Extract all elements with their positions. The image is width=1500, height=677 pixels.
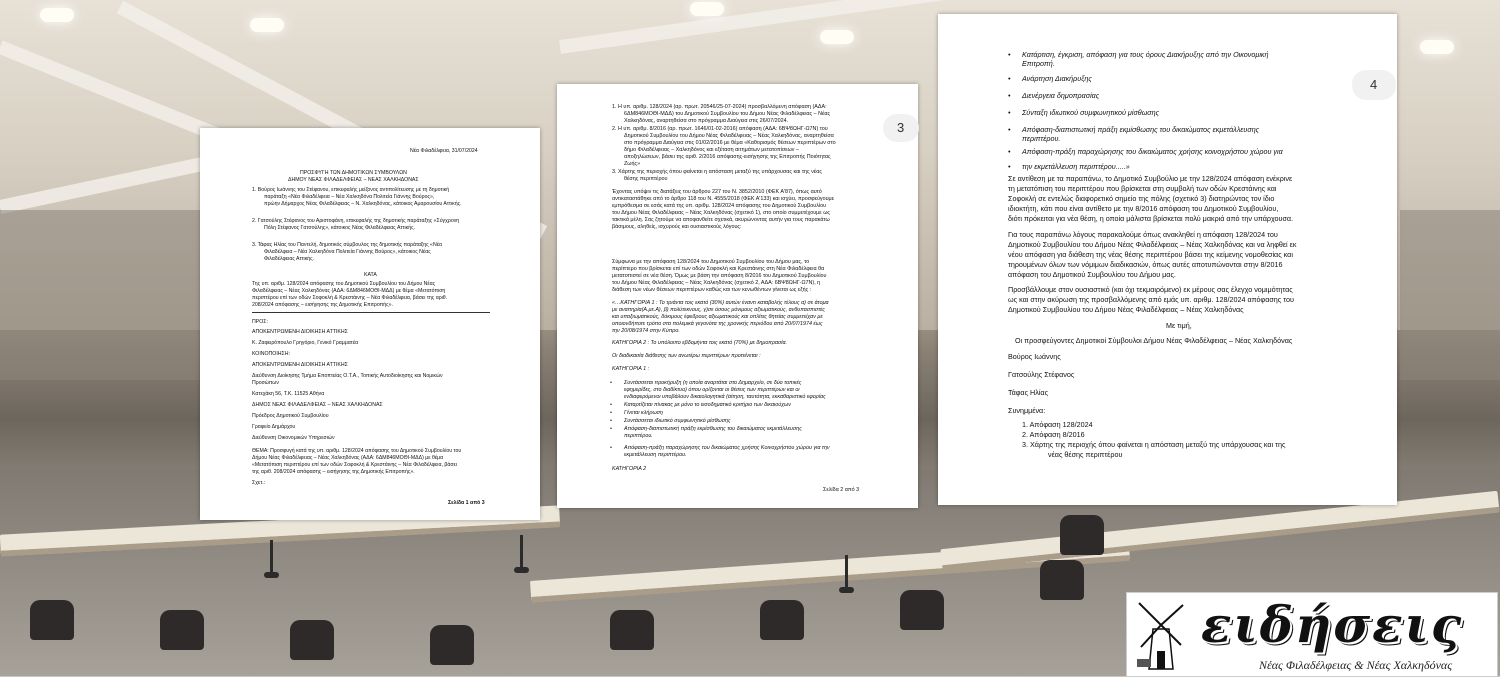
text-line: θέσης περιπτέρου <box>624 176 668 182</box>
ceiling-light <box>690 2 724 16</box>
text-line: αποξηλώσεων, βάσει της αριθ. 2/2016 απόφασης-εισήγησης της Επιτροπής Ποιότητας <box>624 154 831 160</box>
bullet-item: • Ανάρτηση Διακήρυξης <box>1022 74 1092 84</box>
text-line: περιπτέρου. <box>624 433 653 439</box>
text-line: στο πρόγραμμα Διαύγεια στις 01/02/2016 με θέμα «Καθορισμός θέσεων περιπτέρων στο <box>624 140 836 146</box>
windmill-icon <box>1135 599 1187 671</box>
text-line: 3. Χάρτης της περιοχής όπου φαίνεται η απόσταση μεταξύ της υπάρχουσας και της νέας <box>612 169 822 175</box>
signer-name: Γατσούλης Στέφανος <box>1008 370 1075 379</box>
ceiling-light <box>820 30 854 44</box>
wall-panel <box>0 210 200 380</box>
text-line: Διεύθυνση Οικονομικών Υπηρεσιών <box>252 435 335 441</box>
text-line: μετατοπιστεί σε νέα θέση. Όμως με βάση την απόφαση 8/2016 του Δημοτικού Συμβουλίου <box>612 273 827 279</box>
text-line: την 20/08/1974 στην Κύπρο. <box>612 328 680 334</box>
text-line: εκμετάλλευση περιπτέρου. <box>624 452 687 458</box>
attachment-item: 3. Χάρτης της περιοχής όπου φαίνεται η απόσταση μεταξύ της υπάρχουσας και της <box>1022 440 1286 449</box>
text-line: Προσβάλλουμε στον ουσιαστικό (και όχι τεκμαιρόμενο) εκ μέρους σας έλεγχο νομιμότητας <box>1008 285 1293 294</box>
signer-name: Βούρος Ιωάννης <box>1008 352 1061 361</box>
text-line: Δημοτικού Συμβουλίου του Δήμου Νέας Φιλαδέλφειας – Νέας Χαλκηδόνας, αναρτηθείσα <box>624 133 834 139</box>
appellant-3: 3. Τάφας Ηλίας του Παντελή, δημοτικός σύμβουλος της δημοτικής παράταξης «Νέα <box>252 242 443 248</box>
page-footer: Σελίδα 1 από 3 <box>448 500 485 506</box>
chair <box>290 620 334 660</box>
text-line: 1. Η υπ. αριθμ. 128/2024 (αρ. πρωτ. 20546/25-07-2024) προσβαλλόμενη απόφαση (ΑΔΑ: <box>612 104 827 110</box>
text-line: Προσώπων <box>252 380 279 386</box>
letter-date: Νέα Φιλαδέλφεια, 31/07/2024 <box>410 148 478 154</box>
text-line: βάσιμους, αληθείς, ισχυρούς και ουσιαστικούς λόγους: <box>612 224 742 230</box>
text-line: Επιτροπή. <box>1022 59 1055 68</box>
text-line: 6ΔΜ846ΜΟΘΙ-ΜΔΔ) του Δημοτικού Συμβουλίου του Δήμου Νέας Φιλαδέλφειας – Νέας <box>624 111 831 117</box>
text-line: της αριθ. 208/2024 απόφασης – εισήγησης της Δημοτικής Επιτροπής». <box>252 469 415 475</box>
text-line: Φιλαδέλφειας – Νέας Χαλκηδόνας (ΑΔΑ: 6ΔΜ846ΜΟΘΙ-ΜΔΔ) με θέμα «Μετατόπιση <box>252 288 446 294</box>
bullet-item: • Συντάσσεται προκήρυξη (η οποία αναρτάται στο Δημαρχείο, σε δύο τοπικές <box>624 380 801 387</box>
text-line: ΑΠΟΚΕΝΤΡΩΜΕΝΗ ΔΙΟΙΚΗΣΗ ΑΤΤΙΚΗΣ <box>252 329 348 335</box>
microphone <box>520 535 523 569</box>
signers-heading: Οι προσφεύγοντες Δημοτικοί Σύμβουλοι Δήμου Νέας Φιλαδέλφειας – Νέας Χαλκηδόνας <box>1015 336 1293 345</box>
text-line: διάθεση των νέων θέσεων περιπτέρων καθώς και των κενωθέντων γίνεται ως εξής : <box>612 287 812 293</box>
bullet-item: • Καταρτίζεται πίνακας με μόνο το εισοδηματικό κριτήριο των δικαιούχων <box>624 402 791 409</box>
text-line: πρώην Δήμαρχος Νέας Φιλαδέλφειας – Ν. Χαλκηδόνας, κάτοικος Αμαρουσίου Αττικής. <box>264 201 462 207</box>
bullet-item: • Συντάσσεται ιδιωτικό συμφωνητικό μίσθωσης <box>624 418 731 425</box>
appellant-2: 2. Γατσούλης Στέφανος του Αριστοφάνη, επικεφαλής της δημοτικής παράταξης «Σύγχρονη <box>252 218 460 224</box>
closing-regards: Με τιμή, <box>1166 321 1192 330</box>
chair <box>760 600 804 640</box>
page-number: 3 <box>897 120 905 135</box>
text-line: Φιλαδέλφεια – Νέα Χαλκηδόνα Πολιτεία Γιάννης Βούρος», κάτοικος Νέας <box>264 249 431 255</box>
bullet-item: • Απόφαση-πράξη παραχώρησης του δικαιώματος χρήσης Κοινοχρήστου χώρου για την <box>624 445 830 452</box>
chair <box>1040 560 1084 600</box>
text-line: Πρόεδρος Δημοτικού Συμβουλίου <box>252 413 329 419</box>
bullet-item: • την εκμετάλλευση περιπτέρου.....» <box>1022 162 1130 172</box>
divider <box>252 312 490 313</box>
text-line: Σοφοκλή σε εντελώς διαφορετικό σημείο της πόλης (σχετικό 3) διατηρώντας τον ίδιο <box>1008 194 1275 203</box>
text-line: εφημερίδες, στο διαδίκτυο) όπου ορίζονται οι θέσεις των περιπτέρων και οι <box>624 387 800 393</box>
text-line: διότι πρόκειται για νέα θέση, η οποία μάλιστα βρίσκεται πολύ μακριά από την υπάρχουσα. <box>1008 214 1294 223</box>
bullet-item: • Απόφαση-πράξη παραχώρησης του δικαιώματος χρήσης κοινοχρήστου χώρου για <box>1022 147 1283 157</box>
text-line: Φιλαδέλφειας Αττικής. <box>264 256 315 262</box>
text-line: Διεύθυνση Διοίκησης Τμήμα Εποπτείας Ο.Τ.Α., Τοπικής Αυτοδιοίκησης και Νομικών <box>252 373 443 379</box>
text-line: Κ. Ζαφειρόπουλο Γρηγόριο, Γενικό Γραμματέα <box>252 340 359 346</box>
subject-line: ΘΕΜΑ: Προσφυγή κατά της υπ. αριθμ. 128/2024 απόφασης του Δημοτικού Συμβουλίου του <box>252 448 462 454</box>
text-line: Σύμφωνα με την απόφαση 128/2024 του Δημοτικού Συμβουλίου του Δήμου μας, το <box>612 259 810 265</box>
signer-name: Τάφας Ηλίας <box>1008 388 1049 397</box>
chair <box>1060 515 1104 555</box>
text-line: ενδιαφερόμενοι υποβάλουν δικαιολογητικά (αίτηση, ταυτότητα, εκκαθαριστικό εφορίας <box>624 394 826 400</box>
text-line: περιπτέρου επί των οδών Σοφοκλή & Κρεστάινης – Νέα Φιλαδέλφεια, βάσει της αριθ. <box>252 295 448 301</box>
chair <box>30 600 74 640</box>
text-line: του Δήμου Νέας Φιλαδέλφειας – Νέας Χαλκηδόνας (σχετικό 1), στο οποίο συμμετέχουμε ως <box>612 210 830 216</box>
wall-panel <box>1400 210 1500 380</box>
text-line: ΑΠΟΚΕΝΤΡΩΜΕΝΗ ΔΙΟΙΚΗΣΗ ΑΤΤΙΚΗΣ <box>252 362 348 368</box>
text-line: 2. Η υπ. αριθμ. 8/2016 (αρ. πρωτ. 1646/01-02-2016) απόφαση (ΑΔΑ: 6ΒΨ8ΩΗΓ-Ω7Ν) του <box>612 126 828 132</box>
bullet-item: • Σύνταξη ιδιωτικού συμφωνητικού μίσθωσης <box>1022 108 1159 118</box>
news-logo <box>1126 592 1498 677</box>
document-page-2 <box>557 84 918 508</box>
text-line: τη μετατόπιση του περιπτέρου που βρίσκεται στη συμβολή των οδών Κρεστάινης και <box>1008 184 1277 193</box>
bullet-item: • Απόφαση-διαπιστωτική πράξη εκμίσθωσης του δικαιώματος εκμετάλλευσης <box>624 426 802 433</box>
ceiling-light <box>40 8 74 22</box>
text-line: νέας θέσης περιπτέρου <box>1048 450 1123 459</box>
bullet-item: • Κατάρτιση, έγκριση, απόφαση για τους όρους Διακήρυξης από την Οικονομική <box>1022 50 1269 60</box>
bullet-item: • Απόφαση-διαπιστωτική πράξη εκμίσθωσης του δικαιώματος εκμετάλλευσης <box>1022 125 1259 135</box>
text-line: «Μετατόπιση περιπτέρου επί των οδών Σοφοκλή & Κρεστάινης – Νέα Φιλαδέλφεια, βάσει <box>252 462 457 468</box>
text-line: περιπτέρου. <box>1022 134 1061 143</box>
text-line: «…ΚΑΤΗΓΟΡΙΑ 1 : Το τριάντα τοις εκατό (30%) αυτών έναντι καταβολής τέλους α) σε άτομα <box>612 300 829 306</box>
attachments-heading: Συνημμένα: <box>1008 406 1046 415</box>
chair <box>160 610 204 650</box>
kata-heading: ΚΑΤΑ <box>364 272 377 278</box>
koinopoiisi-label: ΚΟΙΝΟΠΟΙΗΣΗ: <box>252 351 290 357</box>
logo-title: ειδήσεις <box>1201 595 1464 654</box>
text-line: περίπτερο που βρίσκεται επί των οδών Σοφοκλή και Κρεστάινης στη Νέα Φιλαδέλφεια θα <box>612 266 825 272</box>
text-line: ιδιοκτήτη, κάτι που είναι αντίθετο με την 8/2016 απόφαση του Δημοτικού Συμβουλίου, <box>1008 204 1279 213</box>
text-line: Κατεχάκη 56, Τ.Κ. 11525 Αθήνα <box>252 391 325 397</box>
pros-label: ΠΡΟΣ: <box>252 319 268 325</box>
text-line: και υπαξιωματικούς, δόκιμους έφεδρους αξιωματικούς και οπλίτες θητείας συμμετείχαν με <box>612 314 823 320</box>
text-line: Έχοντας υπόψιν τις διατάξεις του άρθρου 227 του Ν. 3852/2010 (ΦΕΚ Α'87), όπως αυτό <box>612 189 822 195</box>
text-line: με αναπηρία(Α.με.Α), β) πολύτεκνους, γ)σε όσους μόνιμους αξιωματικούς, ανθυπασπιστές <box>612 307 826 313</box>
text-line: παράταξη «Νέα Φιλαδέλφεια – Νέα Χαλκηδόνα Πολιτεία Γιάννης Βούρος», <box>264 194 435 200</box>
text-line: Ζωής» <box>624 161 641 167</box>
attachment-item: 1. Απόφαση 128/2024 <box>1022 420 1093 429</box>
text-line: οποιονδήποτε τρόπο στα πολεμικά γεγονότα της χρονικής περιόδου από 20/07/1974 έως <box>612 321 823 327</box>
text-line: Δημοτικού Συμβουλίου του Δήμου Νέας Φιλαδέλφειας – Νέας Χαλκηδόνας <box>1008 305 1244 314</box>
text-line: Πόλη Στέφανος Γατσούλης», κάτοικος Νέας Φιλαδέλφειας Αττικής. <box>264 225 416 231</box>
text-line: του Δήμου Νέας Φιλαδέλφειας – Νέας Χαλκηδόνας (σχετικό 2, ΑΔΑ: 6ΒΨ8ΩΗΓ-Ω7Ν), η <box>612 280 821 286</box>
chair <box>900 590 944 630</box>
document-page-3 <box>938 14 1397 505</box>
text-line: Δημοτικού Συμβουλίου του Δήμου Νέας Φιλαδέλφειας – Νέας Χαλκηδόνας και να ληφθεί εκ <box>1008 240 1297 249</box>
logo-subtitle: Νέας Φιλαδέλφειας & Νέας Χαλκηδόνας <box>1259 658 1453 672</box>
text-line: τηρουμένων όλων των νόμιμων διαδικασιών, όπως αυτές αποτυπώνονται στην 8/2016 <box>1008 260 1283 269</box>
ceiling-light <box>1420 40 1454 54</box>
chair <box>430 625 474 665</box>
text-line: τακτικά μέλη. Σας ζητούμε να αποφανθείτε σχετικά, ακυρώνοντας αυτήν για τους παρακάτω <box>612 217 830 223</box>
text-line: Σε αντίθεση με τα παραπάνω, το Δημοτικό Συμβούλιο με την 128/2024 απόφαση ενέκρινε <box>1008 174 1293 183</box>
chair <box>610 610 654 650</box>
text-line: Για τους παραπάνω λόγους παρακαλούμε όπως ανακληθεί η απόφαση 128/2024 του <box>1008 230 1278 239</box>
recipient-heading: ΔΗΜΟΥ ΝΕΑΣ ΦΙΛΑΔΕΛΦΕΙΑΣ – ΝΕΑΣ ΧΑΛΚΗΔΟΝΑΣ <box>288 177 419 183</box>
text-line: νέου απόφαση για διάθεση της νέας θέσης περιπτέρου βάσει της κείμενης νομοθεσίας και <box>1008 250 1293 259</box>
microphone <box>845 555 848 589</box>
microphone <box>270 540 273 574</box>
page-number: 4 <box>1370 77 1378 92</box>
page-footer: Σελίδα 2 από 3 <box>823 487 860 493</box>
text-line: Σχετ.: <box>252 480 266 486</box>
bullet-item: • Γίνεται κλήρωση <box>624 410 663 417</box>
recipient-heading: ΠΡΟΣΦΥΓΗ ΤΩΝ ΔΗΜΟΤΙΚΩΝ ΣΥΜΒΟΥΛΩΝ <box>300 170 407 176</box>
ceiling-light <box>250 18 284 32</box>
text-line: ΚΑΤΗΓΟΡΙΑ 2 : Το υπόλοιπο εβδομήντα τοις εκατό (70%) με δημοπρασία. <box>612 340 788 346</box>
appellant-1: 1. Βούρος Ιωάννης του Στέφανου, επικεφαλής μείζονος αντιπολίτευσης με τη δημοτική <box>252 187 450 193</box>
text-line: ΚΑΤΗΓΟΡΙΑ 2 <box>612 466 647 472</box>
text-line: δήμο Φιλαδέλφειας – Χαλκηδόνος και εξέταση αιτημάτων μετατοπίσεων – <box>624 147 799 153</box>
attachment-item: 2. Απόφαση 8/2016 <box>1022 430 1085 439</box>
text-line: Γραφείο Δημάρχου <box>252 424 296 430</box>
text-line: Δήμου Νέας Φιλαδέλφειας – Νέας Χαλκηδόνας (ΑΔΑ: 6ΔΜ846ΜΟΘΙ-ΜΔΔ) με θέμα <box>252 455 444 461</box>
text-line: Χαλκηδόνας, αναρτηθείσα στο πρόγραμμα Διαύγεια στις 26/07/2024. <box>624 118 789 124</box>
text-line: Της υπ. αριθμ. 128/2024 απόφασης του Δημοτικού Συμβουλίου του Δήμου Νέας <box>252 281 436 287</box>
text-line: Οι διαδικασία διάθεσης των ανωτέρω περιπτέρων προτείνεται : <box>612 353 761 359</box>
document-page-1 <box>200 128 540 520</box>
text-line: απόφαση του Δημοτικού Συμβουλίου του Δήμου μας. <box>1008 270 1176 279</box>
text-line: εμπρόθεσμα σε εσάς κατά της υπ. αριθμ. 128/2024 απόφασης του Δημοτικού Συμβουλίου <box>612 203 827 209</box>
text-line: ΔΗΜΟΣ ΝΕΑΣ ΦΙΛΑΔΕΛΦΕΙΑΣ – ΝΕΑΣ ΧΑΛΚΗΔΟΝΑΣ <box>252 402 383 408</box>
bullet-item: • Διενέργεια δημοπρασίας <box>1022 91 1099 101</box>
text-line: αντικαταστάθηκε από το άρθρο 118 του Ν. 4555/2018 (ΦΕΚ Α'133) και ισχύει, προσφεύγουμε <box>612 196 835 202</box>
text-line: ως και στην ακύρωση της προσβαλλόμενης από εμάς υπ. αριθμ. 128/2024 απόφασης του <box>1008 295 1294 304</box>
text-line: ΚΑΤΗΓΟΡΙΑ 1 : <box>612 366 650 372</box>
text-line: 208/2024 απόφασης – εισήγησης της Δημοτικής Επιτροπής». <box>252 302 393 308</box>
